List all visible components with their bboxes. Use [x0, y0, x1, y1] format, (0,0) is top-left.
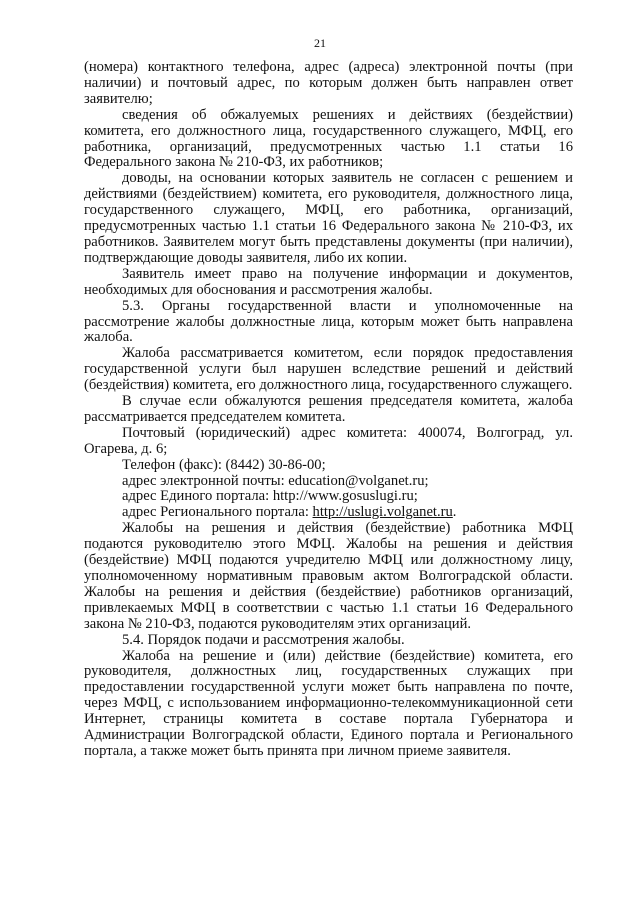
paragraph-email: адрес электронной почты: education@volganet.ru;: [122, 472, 429, 489]
paragraph-section-5-3: 5.3. Органы государственной власти и уполномоченные на рассмотрение жалобы должностные лица, которым может быть направлена жалоба.: [84, 297, 573, 346]
paragraph-regional-portal: [84, 505, 573, 521]
paragraph-complaint-review: Жалоба рассматривается комитетом, если порядок предоставления государственной услуги был нарушен вследствие решений и действий (бездействия) комитета, его должностного лица, государственного служащего.: [84, 345, 573, 394]
paragraph-unified-portal: адрес Единого портала: http://www.gosuslugi.ru;: [122, 488, 418, 505]
regional-portal-link[interactable]: http://uslugi.volganet.ru: [312, 504, 453, 521]
paragraph-section-5-4: 5.4. Порядок подачи и рассмотрения жалобы.: [122, 631, 405, 648]
paragraph-postal-address: Почтовый (юридический) адрес комитета: 400074, Волгоград, ул. Огарева, д. 6;: [84, 424, 573, 457]
regional-portal-prefix: адрес Регионального портала:: [122, 504, 313, 521]
paragraph-applicant-rights: Заявитель имеет право на получение информации и документов, необходимых для обоснования и рассмотрения жалобы.: [84, 265, 573, 298]
page-number: 21: [314, 36, 326, 50]
paragraph-chairman-decisions: В случае если обжалуются решения председателя комитета, жалоба рассматривается председателем комитета.: [84, 393, 573, 425]
paragraph-appealed-decisions: сведения об обжалуемых решениях и действиях (бездействии) комитета, его должностного лица, государственного служащего, МФЦ, его работника, организаций, предусмотренных частью 1.1 статьи 16 Федерального закона № 210-ФЗ, их работников;: [84, 106, 573, 171]
paragraph-contact-info: (номера) контактного телефона, адрес (адреса) электронной почты (при наличии) и почтовый адрес, по которым должен быть направлен ответ заявителю;: [84, 59, 573, 107]
paragraph-phone: Телефон (факс): (8442) 30-86-00;: [122, 456, 326, 473]
regional-portal-suffix: .: [452, 504, 457, 521]
paragraph-submission-methods: Жалоба на решение и (или) действие (бездействие) комитета, его руководителя, должностных лиц, государственных служащих при предоставлении государственной услуги может быть направлена по почте, через МФЦ, с использованием информационно-телекоммуникационной сети Интернет, страницы комитета в составе портала Губернатора и Администрации Волгоградской области, Единого портала и Регионального портала, а также может быть принята при личном приеме заявителя.: [84, 647, 573, 759]
paragraph-mfc-complaints: Жалобы на решения и действия (бездействие) работника МФЦ подаются руководителю этого МФЦ. Жалобы на решения и действия (бездействие) МФЦ подаются учредителю МФЦ или должностному лицу, уполномоченному нормативным правовым актом Волгоградской области. Жалобы на решения и действия (бездействие) работников организаций, привлекаемых МФЦ в соответствии с частью 1.1 статьи 16 Федерального закона № 210-ФЗ, подаются руководителям этих организаций.: [84, 520, 573, 632]
document-body: [84, 60, 573, 760]
paragraph-arguments: доводы, на основании которых заявитель не согласен с решением и действиями (бездействием) комитета, его руководителя, должностного лица, государственного служащего, МФЦ, его работника, организаций, предусмотренных частью 1.1 статьи 16 Федерального закона № 210-ФЗ, их работников. Заявителем могут быть представлены документы (при наличии), подтверждающие доводы заявителя, либо их копии.: [84, 170, 573, 266]
